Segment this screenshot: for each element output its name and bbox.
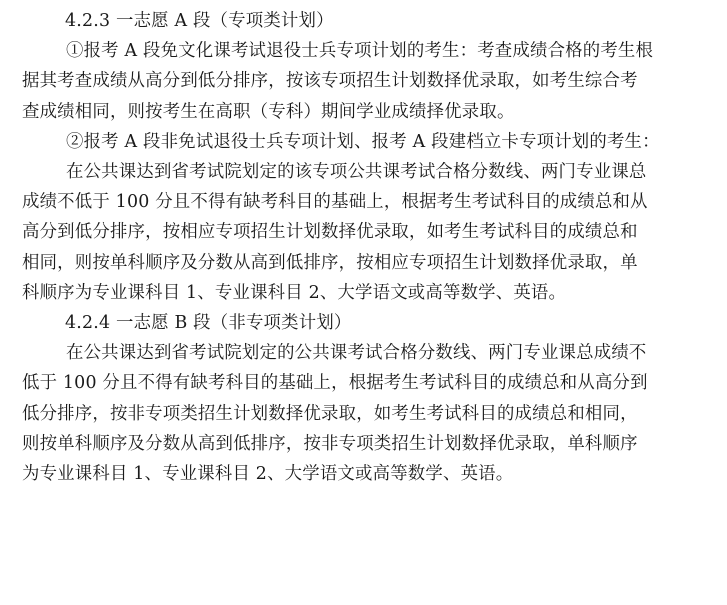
item2-heading: ②报考 A 段非免试退役士兵专项计划、报考 A 段建档立卡专项计划的考生： — [66, 131, 660, 152]
section424-line-3: 低分排序，按非专项类招生计划数择优录取，如考生考试科目的成绩总和相同， — [22, 403, 638, 424]
item2-line-2: 成绩不低于 100 分且不得有缺考科目的基础上，根据考生考试科目的成绩总和从 — [22, 192, 648, 213]
section424-line-4: 则按单科顺序及分数从高到低排序，按非专项类招生计划数择优录取，单科顺序 — [22, 433, 638, 454]
section-heading-4-2-4: 4.2.4 一志愿 B 段（非专项类计划） — [65, 313, 352, 334]
item1-line-1: ①报考 A 段免文化课考试退役士兵专项计划的考生：考查成绩合格的考生根 — [66, 41, 654, 62]
section424-line-1: 在公共课达到省考试院划定的公共课考试合格分数线、两门专业课总成绩不 — [66, 343, 647, 364]
item1-line-3: 查成绩相同，则按考生在高职（专科）期间学业成绩择优录取。 — [22, 101, 515, 122]
item2-line-1: 在公共课达到省考试院划定的该专项公共课考试合格分数线、两门专业课总 — [66, 162, 647, 183]
item1-line-2: 据其考查成绩从高分到低分排序，按该专项招生计划数择优录取，如考生综合考 — [22, 71, 638, 92]
item2-line-5: 科顺序为专业课科目 1、专业课科目 2、大学语文或高等数学、英语。 — [22, 282, 567, 303]
section424-line-2: 低于 100 分且不得有缺考科目的基础上，根据考生考试科目的成绩总和从高分到 — [22, 373, 648, 394]
item2-line-3: 高分到低分排序，按相应专项招生计划数择优录取，如考生考试科目的成绩总和 — [22, 222, 638, 243]
section-heading-4-2-3: 4.2.3 一志愿 A 段（专项类计划） — [65, 11, 334, 31]
item2-line-4: 相同，则按单科顺序及分数从高到低排序，按相应专项招生计划数择优录取，单 — [22, 252, 638, 273]
section424-line-5: 为专业课科目 1、专业课科目 2、大学语文或高等数学、英语。 — [22, 464, 514, 485]
